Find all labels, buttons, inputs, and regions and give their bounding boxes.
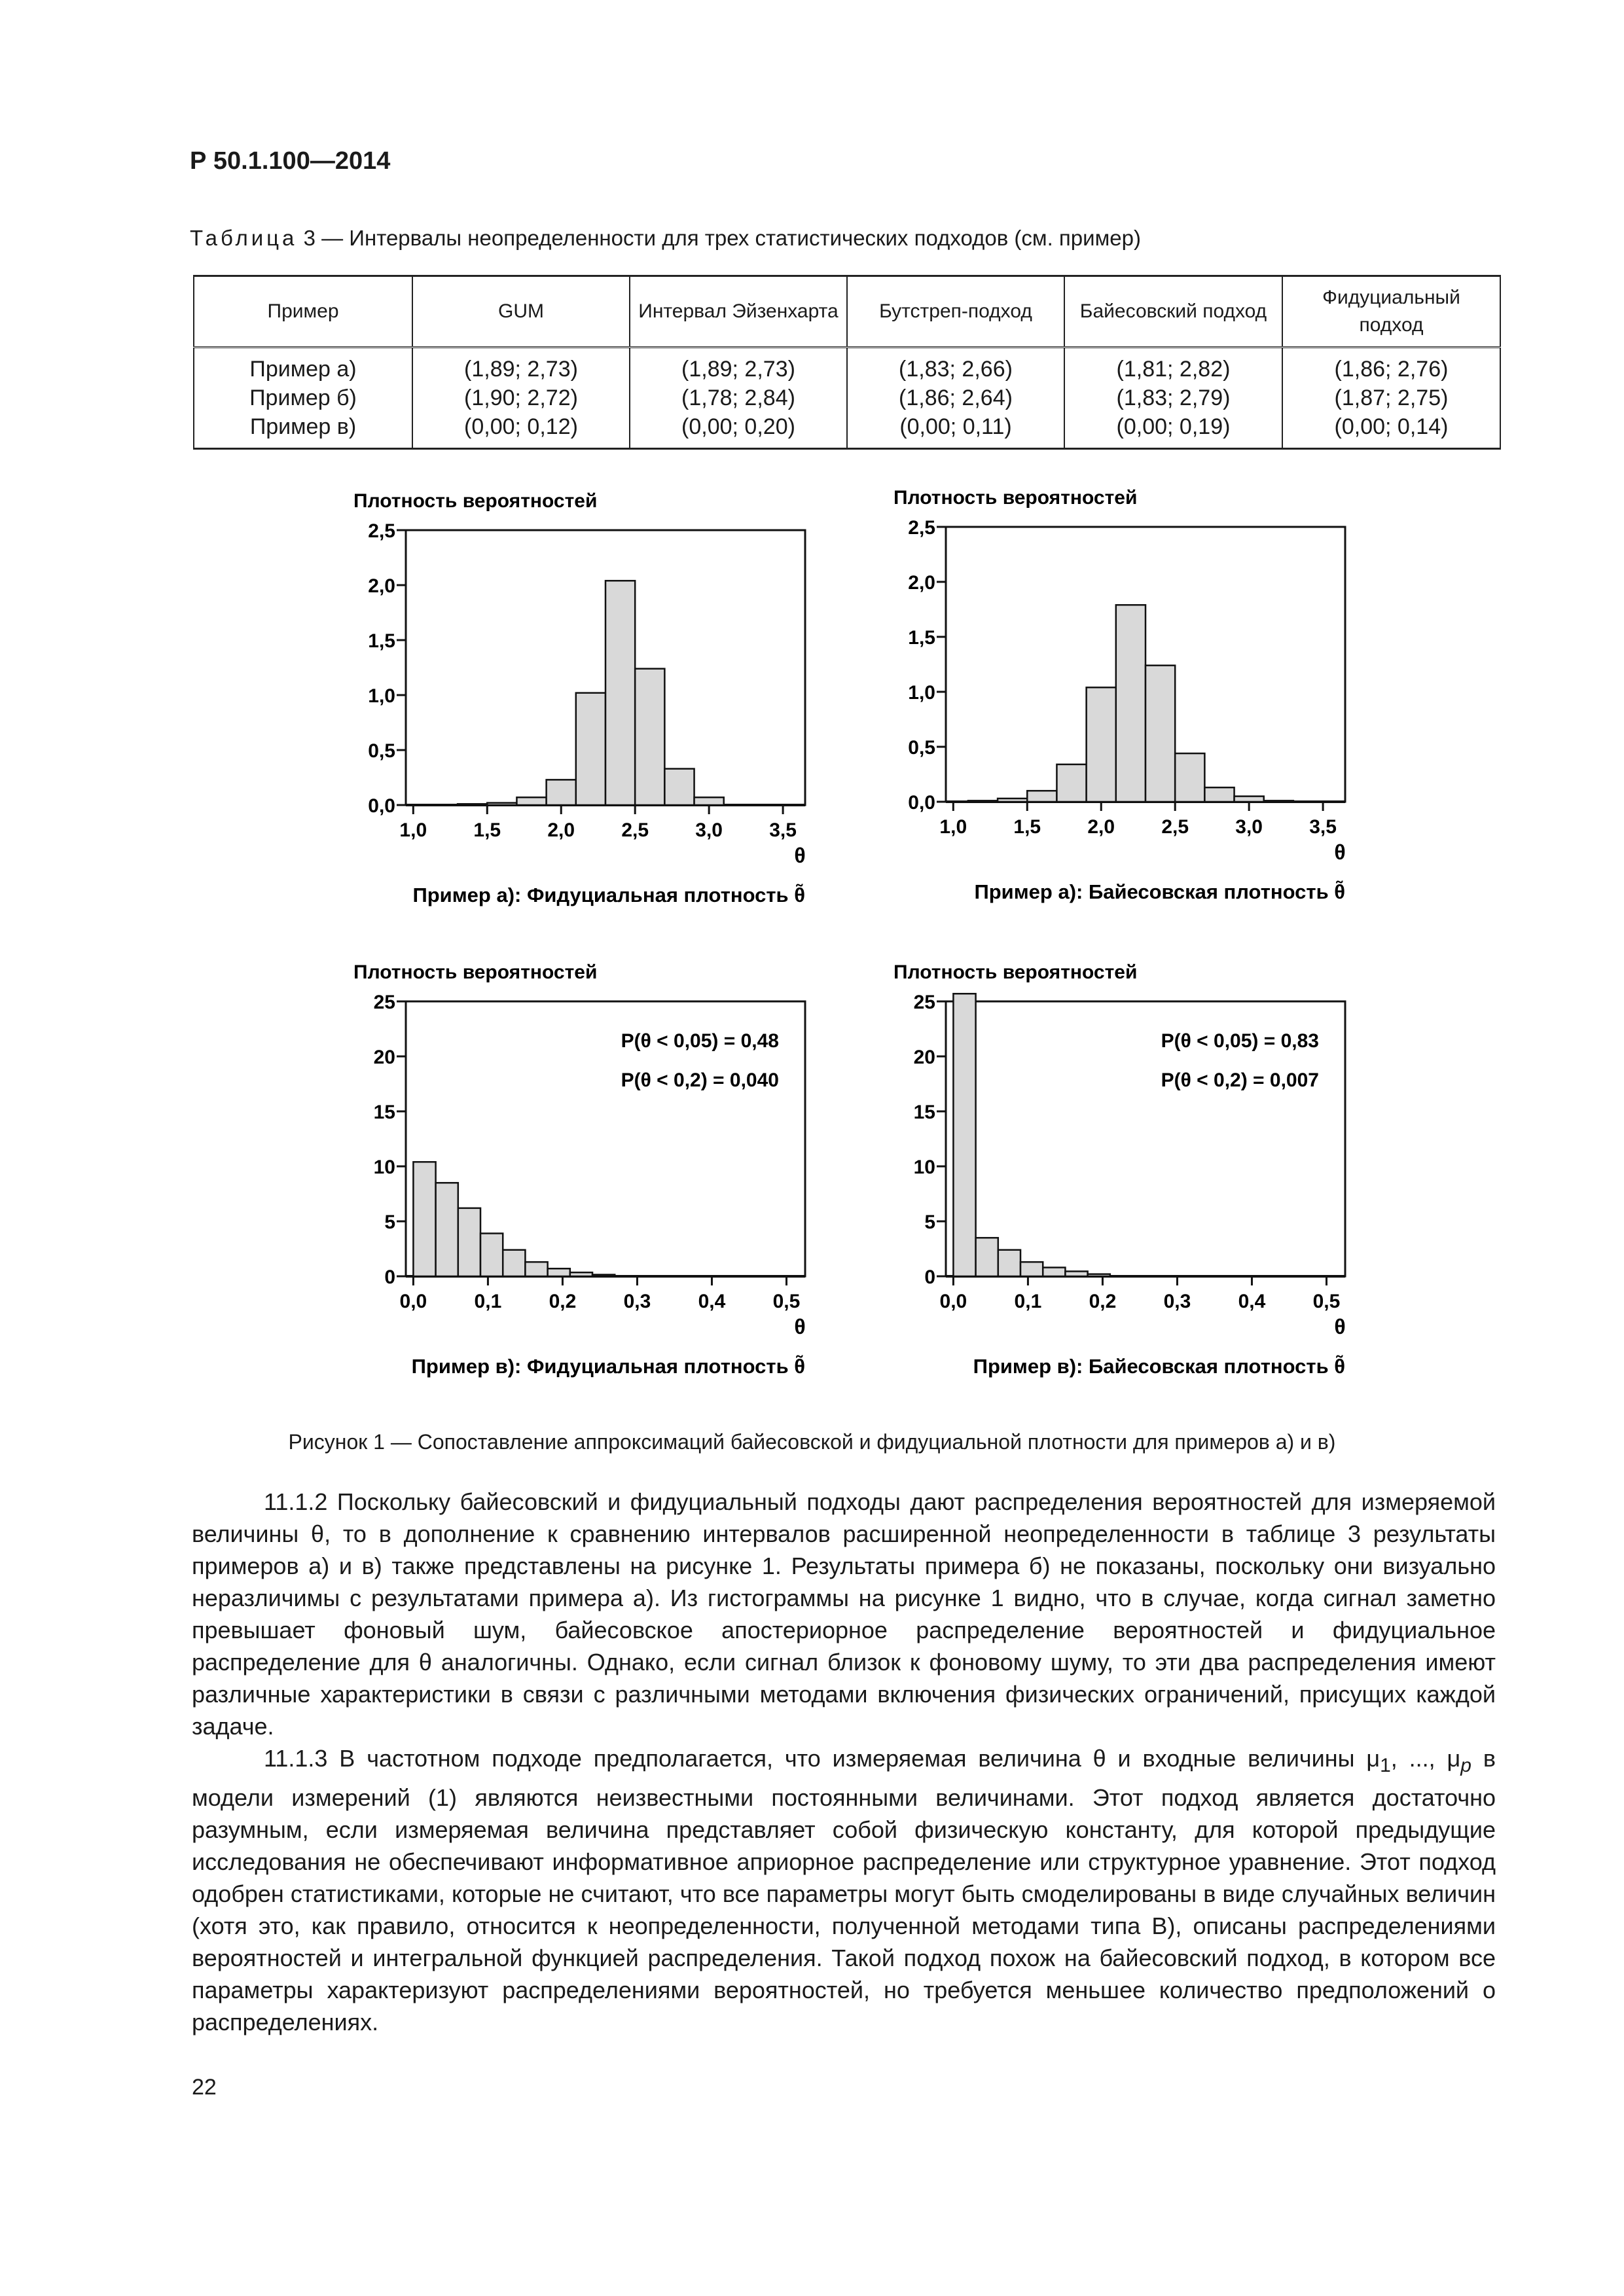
uncertainty-intervals-table (193, 275, 1501, 450)
table-cell: (1,86; 2,76) (1334, 357, 1449, 382)
chart-ylabel: Плотность вероятностей (353, 961, 598, 983)
table-cell: (0,00; 0,12) (464, 414, 578, 439)
x-tick-label: 2,5 (1161, 816, 1189, 838)
subscript: p (1460, 1755, 1471, 1777)
fiducial-column-cell (1282, 348, 1500, 449)
x-tick-label: 3,5 (769, 819, 797, 841)
table-cell: Пример б) (249, 386, 357, 410)
histogram-bar (576, 693, 605, 805)
table-header-row (194, 276, 1500, 348)
x-tick-label: 2,0 (1087, 816, 1115, 838)
y-tick-label: 1,0 (368, 685, 395, 707)
y-tick-label: 25 (913, 992, 935, 1013)
x-tick-label: 0,0 (939, 1291, 967, 1312)
table-cell: (1,83; 2,79) (1116, 386, 1231, 410)
x-tick-label: 3,5 (1309, 816, 1337, 838)
chart-caption: Пример в): Фидуциальная плотность θ̃ (411, 1355, 805, 1378)
chart-ylabel: Плотность вероятностей (353, 490, 598, 512)
x-tick-label: 0,2 (549, 1291, 577, 1312)
chart-c-fiducial-svg (340, 952, 838, 1410)
y-tick-label: 5 (924, 1211, 935, 1233)
y-tick-label: 0,0 (368, 795, 395, 817)
column-header: Пример (194, 276, 412, 348)
paragraph-text: в модели измерений (1) являются неизвестными постоянными величинами. Этот подход является достаточно разумным, если измеряемая величина представляет собой физическую константу, для которой предыдущие исследования не обеспечивают информативное априорное распределение или структурное уравнение. Этот подход одобрен статистиками, которые не считают, что все параметры могут быть смоделированы в виде случайных величин (хотя это, как правило, относится к неопределенности, полученной методами типа B), описаны распределениями вероятностей и интегральной функцией распределения. Такой подход похож на байесовский подход, в котором все параметры характеризуют распределениями вероятностей, но требуется меньшее количество предположений о распределениях. (192, 1745, 1496, 2036)
histogram-bar (1204, 787, 1234, 802)
x-tick-label: 0,5 (1312, 1291, 1341, 1312)
y-tick-label: 0,0 (908, 792, 935, 814)
chart-c-fiducial (340, 952, 838, 1410)
histogram-bar (1056, 764, 1086, 802)
table-cell: Пример в) (249, 414, 357, 439)
histogram-bar (487, 803, 516, 805)
document-code: Р 50.1.100—2014 (190, 147, 391, 175)
x-tick-label: 0,0 (399, 1291, 427, 1312)
histogram-bar (525, 1262, 547, 1276)
y-tick-label: 2,5 (908, 517, 935, 539)
x-tick-label: 0,4 (1238, 1291, 1266, 1312)
table-caption (190, 226, 1141, 251)
y-tick-label: 5 (384, 1211, 395, 1233)
y-tick-label: 20 (373, 1047, 395, 1068)
paragraph: 11.1.2 Поскольку байесовский и фидуциальный подходы дают распределения вероятностей для измеряемой величины θ, то в дополнение к сравнению интервалов расширенной неопределенности в таблице 3 результаты примеров а) и в) также представлены на рисунке 1. Результаты примера б) не показаны, поскольку они визуально неразличимы с результатами примера а). Из гистограммы на рисунке 1 видно, что в случае, когда сигнал заметно превышает фоновый шум, байесовское апостериорное распределение вероятностей и фидуциальное распределение для θ аналогичны. Однако, если сигнал близок к фоновому шуму, то эти два распределения имеют различные характеристики в связи с различными методами включения физических ограничений, присущих каждой задаче. (192, 1488, 1496, 1740)
column-header: GUM (412, 276, 630, 348)
histogram-bar (1264, 800, 1293, 802)
x-tick-label: 0,1 (474, 1291, 502, 1312)
x-tick-label: 0,4 (698, 1291, 726, 1312)
y-tick-label: 0 (384, 1266, 395, 1288)
x-tick-label: 2,5 (621, 819, 649, 841)
histogram-bar (953, 994, 975, 1276)
table-caption-text: — Интервалы неопределенности для трех статистических подходов (см. пример) (321, 226, 1141, 250)
paragraph-text: 11.1.3 В частотном подходе предполагается, что измеряемая величина θ и входные величины μ (264, 1745, 1380, 1772)
histogram-bar (458, 1208, 480, 1276)
histogram-bar (1087, 687, 1116, 802)
page-number: 22 (192, 2075, 217, 2100)
histogram-bar (570, 1272, 592, 1276)
y-tick-label: 2,0 (368, 575, 395, 597)
example-column-cell (194, 348, 412, 449)
x-tick-label: 3,0 (695, 819, 723, 841)
body-text (192, 1486, 1496, 2038)
histogram-bar (592, 1274, 615, 1276)
paragraph (192, 1742, 1496, 2038)
table-cell: (1,81; 2,82) (1116, 357, 1231, 382)
subscript: 1 (1380, 1755, 1391, 1777)
x-tick-label: 1,0 (939, 816, 967, 838)
chart-caption: Пример в): Байесовская плотность θ̃ (973, 1355, 1345, 1378)
x-axis-label: θ (1334, 840, 1346, 864)
y-tick-label: 10 (913, 1157, 935, 1178)
x-axis-label: θ (794, 844, 806, 867)
histogram-bar (1235, 797, 1264, 802)
x-tick-label: 1,5 (473, 819, 501, 841)
column-header: Байесовский подход (1064, 276, 1282, 348)
y-tick-label: 1,5 (908, 627, 935, 649)
histogram-bar (436, 1183, 458, 1276)
histogram-bar (635, 669, 664, 805)
x-tick-label: 1,5 (1013, 816, 1041, 838)
histogram-bar (1043, 1268, 1065, 1276)
chart-a-bayesian (880, 478, 1378, 936)
y-tick-label: 0,5 (908, 737, 935, 759)
chart-caption: Пример а): Фидуциальная плотность θ̃ (412, 884, 805, 906)
chart-a-bayesian-svg (880, 478, 1378, 936)
table-cell: (1,83; 2,66) (899, 357, 1013, 382)
bootstrap-column-cell (847, 348, 1064, 449)
histogram-bar (1088, 1274, 1110, 1276)
x-tick-label: 2,0 (547, 819, 575, 841)
y-tick-label: 15 (373, 1102, 395, 1123)
table-cell: (0,00; 0,20) (681, 414, 795, 439)
figure-caption: Рисунок 1 — Сопоставление аппроксимаций байесовской и фидуциальной плотности для примеров а) и в) (288, 1430, 1336, 1454)
histogram-bar (1027, 791, 1056, 802)
histogram-bar (664, 769, 694, 805)
histogram-bar (548, 1268, 570, 1276)
chart-ylabel: Плотность вероятностей (893, 961, 1138, 983)
x-tick-label: 0,5 (772, 1291, 801, 1312)
histogram-bar (968, 800, 998, 802)
histogram-bar (998, 1250, 1020, 1276)
y-tick-label: 1,5 (368, 630, 395, 652)
x-axis-label: θ (794, 1315, 806, 1338)
histogram-bar (1146, 666, 1175, 802)
y-tick-label: 2,5 (368, 520, 395, 542)
y-tick-label: 25 (373, 992, 395, 1013)
probability-annotation: P(θ < 0,2) = 0,007 (1161, 1069, 1319, 1091)
histogram-bar (547, 780, 576, 805)
chart-c-bayesian (880, 952, 1378, 1410)
y-tick-label: 15 (913, 1102, 935, 1123)
table-cell: (1,78; 2,84) (681, 386, 795, 410)
table-cell: (1,86; 2,64) (899, 386, 1013, 410)
column-header: Бутстреп-подход (847, 276, 1064, 348)
y-tick-label: 10 (373, 1157, 395, 1178)
chart-c-bayesian-svg (880, 952, 1378, 1410)
table-cell: Пример а) (249, 357, 357, 382)
x-axis-label: θ (1334, 1315, 1346, 1338)
histogram-bar (1175, 753, 1204, 802)
bayesian-column-cell (1064, 348, 1282, 449)
histogram-bar (998, 798, 1027, 802)
x-tick-label: 3,0 (1235, 816, 1263, 838)
chart-ylabel: Плотность вероятностей (893, 487, 1138, 509)
histogram-bar (516, 797, 546, 805)
x-tick-label: 0,1 (1014, 1291, 1042, 1312)
table-cell: (0,00; 0,11) (899, 414, 1012, 439)
histogram-bar (480, 1233, 503, 1276)
table-cell: (0,00; 0,14) (1334, 414, 1449, 439)
y-tick-label: 0 (924, 1266, 935, 1288)
column-header: Интервал Эйзенхарта (630, 276, 847, 348)
chart-a-fiducial-svg (340, 481, 838, 939)
table-cell: (1,87; 2,75) (1334, 386, 1449, 410)
y-tick-label: 0,5 (368, 740, 395, 762)
table-caption-number: 3 (303, 226, 316, 250)
histogram-bar (458, 804, 487, 805)
table-body-row (194, 348, 1500, 449)
x-tick-label: 1,0 (399, 819, 427, 841)
histogram-bar (605, 581, 635, 805)
histogram-bar (1116, 605, 1146, 802)
eisenhart-column-cell (630, 348, 847, 449)
y-tick-label: 2,0 (908, 572, 935, 594)
paragraph-text: , ..., μ (1390, 1745, 1461, 1772)
table-caption-prefix: Таблица (190, 226, 298, 250)
table-cell: (1,90; 2,72) (464, 386, 578, 410)
gum-column-cell (412, 348, 630, 449)
histogram-bar (1020, 1262, 1043, 1276)
chart-caption: Пример а): Байесовская плотность θ̃ (974, 880, 1345, 903)
probability-annotation: P(θ < 0,05) = 0,48 (621, 1030, 779, 1052)
table-cell: (0,00; 0,19) (1116, 414, 1231, 439)
table-cell: (1,89; 2,73) (464, 357, 578, 382)
x-tick-label: 0,3 (623, 1291, 651, 1312)
histogram-bar (695, 797, 724, 805)
column-header: Фидуциальный подход (1282, 276, 1500, 348)
x-tick-label: 0,2 (1089, 1291, 1117, 1312)
histogram-bar (1065, 1271, 1087, 1276)
y-tick-label: 1,0 (908, 682, 935, 704)
histogram-bar (413, 1162, 435, 1276)
probability-annotation: P(θ < 0,2) = 0,040 (621, 1069, 779, 1091)
probability-annotation: P(θ < 0,05) = 0,83 (1161, 1030, 1319, 1052)
chart-a-fiducial (340, 481, 838, 939)
histogram-bar (976, 1238, 998, 1276)
y-tick-label: 20 (913, 1047, 935, 1068)
table-cell: (1,89; 2,73) (681, 357, 795, 382)
histogram-bar (503, 1250, 525, 1276)
x-tick-label: 0,3 (1163, 1291, 1191, 1312)
